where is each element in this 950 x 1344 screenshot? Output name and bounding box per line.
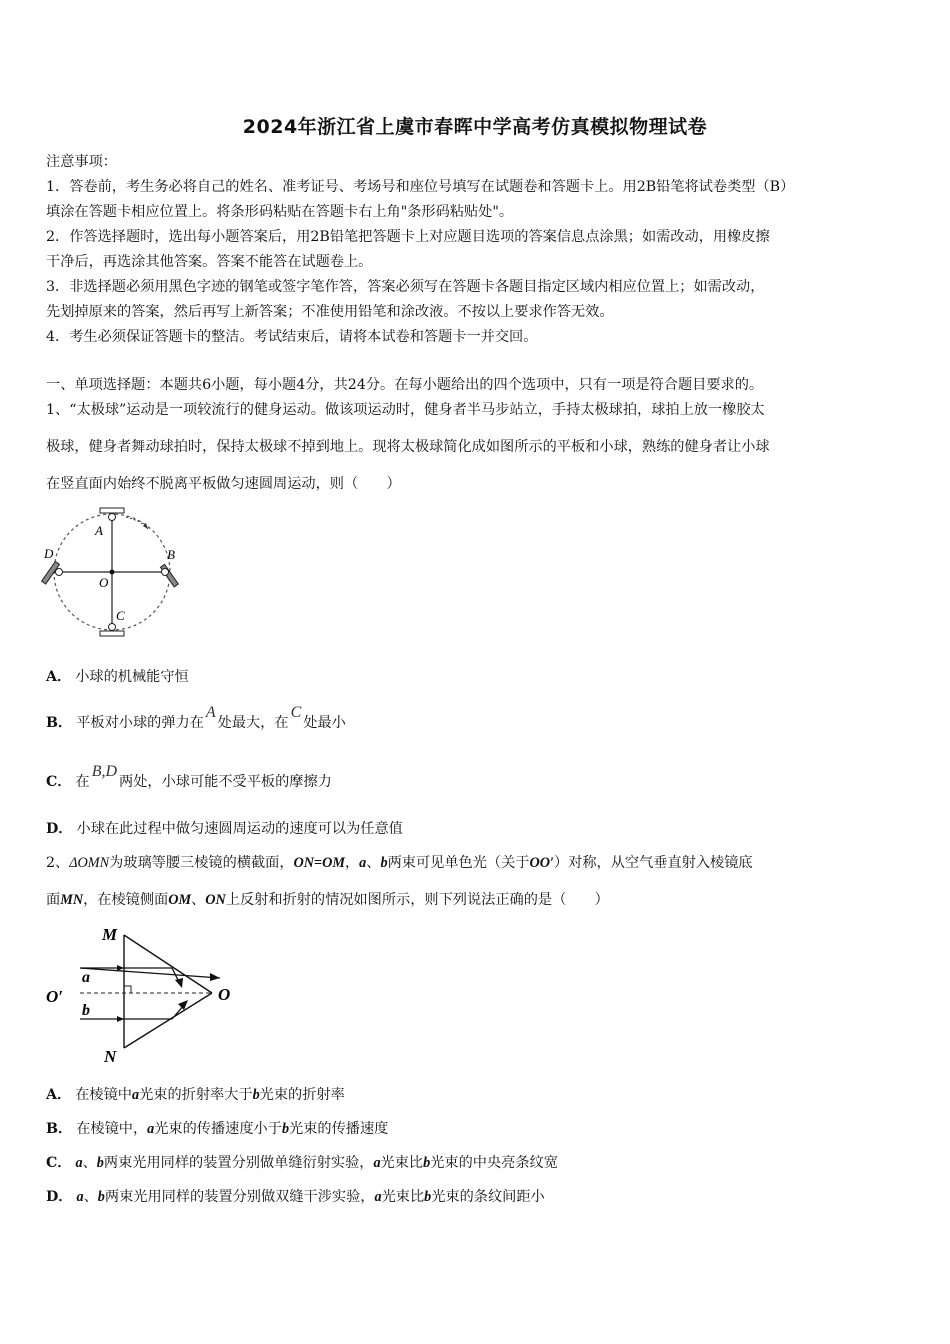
notice-line-1: 1．答卷前，考生务必将自己的姓名、准考证号、考场号和座位号填写在试题卷和答题卡上。用2B铅笔将试卷类型（B）: [46, 179, 795, 195]
notice-line-2: 填涂在答题卡相应位置上。将条形码粘贴在答题卡右上角"条形码粘贴处"。: [46, 204, 514, 220]
q2-fig-label-a: a: [82, 969, 90, 986]
q1-fig-label-B: B: [167, 547, 175, 562]
q1-option-d[interactable]: [46, 819, 403, 839]
q1-figure: [40, 505, 200, 640]
symbol-a: a: [76, 1189, 84, 1205]
q1-fig-label-O: O: [99, 575, 109, 590]
q2-stem-line-1: [46, 853, 753, 873]
option-text: 两束光用同样的装置分别做单缝衍射实验，: [103, 1155, 374, 1171]
option-text: 平板对小球的弹力在: [76, 715, 204, 731]
symbol-on: ON: [205, 892, 226, 908]
symbol-b: b: [423, 1155, 431, 1171]
symbol-a: a: [359, 855, 367, 871]
notice-line-5: 3．非选择题必须用黑色字迹的钢笔或签字笔作答，答案必须写在答题卡各题目指定区域内相应位置上；如需改动，: [46, 279, 765, 295]
notice-line-6: 先划掉原来的答案，然后再写上新答案；不准使用铅笔和涂改液。不按以上要求作答无效。: [46, 304, 614, 320]
option-label: D．: [46, 821, 73, 837]
q1-option-a[interactable]: [46, 667, 189, 687]
section-heading: 一、单项选择题：本题共6小题，每小题4分，共24分。在每小题给出的四个选项中，只有一项是符合题目要求的。: [46, 377, 764, 393]
option-label: C．: [46, 774, 72, 790]
option-text: 、: [83, 1189, 98, 1205]
notice-line-3: 2．作答选择题时，选出每小题答案后，用2B铅笔把答题卡上对应题目选项的答案信息点涂黑；如需改动，用橡皮擦: [46, 229, 770, 245]
symbol-a: a: [373, 1155, 381, 1171]
symbol-mn: MN: [60, 892, 84, 908]
stem-text: 、: [366, 855, 381, 871]
option-label: B．: [46, 1121, 73, 1137]
symbol-oo: OO′: [529, 855, 554, 871]
symbol-b: b: [424, 1189, 432, 1205]
option-text: 在棱镜中，: [76, 1121, 148, 1137]
q2-fig-label-N: N: [104, 1047, 117, 1066]
q1-option-c[interactable]: [46, 763, 332, 792]
option-text: 光束比: [381, 1189, 425, 1205]
q2-fig-label-M: M: [102, 925, 118, 944]
option-text: 两处，小球可能不受平板的摩擦力: [119, 774, 332, 790]
stem-text: ，在棱镜侧面: [83, 892, 169, 908]
option-text: 小球在此过程中做匀速圆周运动的速度可以为任意值: [76, 821, 403, 837]
question-number: 2、: [46, 855, 70, 871]
symbol-a: a: [147, 1121, 155, 1137]
q1-stem-line-3: 在竖直面内始终不脱离平板做匀速圆周运动，则（ ）: [46, 476, 401, 492]
option-text: 在: [75, 774, 90, 790]
q1-stem-line-1: 1、“太极球”运动是一项较流行的健身运动。做该项运动时，健身者半马步站立，手持太极球拍，球拍上放一橡胶太: [46, 402, 765, 418]
q2-option-d[interactable]: [46, 1187, 545, 1207]
notice-line-7: 4．考生必须保证答题卡的整洁。考试结束后，请将本试卷和答题卡一并交回。: [46, 329, 538, 345]
stem-text: ）对称，从空气垂直射入棱镜底: [553, 855, 753, 871]
option-text: 光束的折射率大于: [139, 1087, 253, 1103]
notice-line-4: 干净后，再选涂其他答案。答案不能答在试题卷上。: [46, 254, 373, 270]
option-text: 光束的传播速度小于: [154, 1121, 282, 1137]
option-text: 光束的条纹间距小: [431, 1189, 545, 1205]
option-text: 光束比: [380, 1155, 424, 1171]
symbol-C: C: [290, 704, 302, 721]
option-label: B．: [46, 715, 73, 731]
stem-text: ，: [344, 855, 360, 871]
q2-fig-label-b: b: [82, 1002, 90, 1019]
q2-fig-label-Oprime: O′: [46, 987, 64, 1006]
option-text: 小球的机械能守恒: [75, 669, 189, 685]
symbol-A: A: [205, 704, 216, 721]
option-text: 在棱镜中: [75, 1087, 132, 1103]
option-label: A．: [46, 1087, 72, 1103]
symbol-b: b: [97, 1189, 105, 1205]
q1-fig-label-D: D: [44, 546, 54, 561]
stem-text: 、: [191, 892, 206, 908]
option-label: D．: [46, 1189, 73, 1205]
q2-option-c[interactable]: [46, 1153, 558, 1173]
notice-heading: 注意事项：: [46, 154, 117, 170]
symbol-BD: B,D: [91, 763, 118, 780]
q2-fig-label-O: O: [218, 985, 231, 1004]
symbol-b: b: [96, 1155, 104, 1171]
symbol-equation: ON=OM: [293, 855, 345, 871]
q1-fig-label-C: C: [116, 608, 125, 623]
option-label: C．: [46, 1155, 72, 1171]
option-label: A．: [46, 669, 72, 685]
stem-text: 两束可见单色光（关于: [387, 855, 530, 871]
q2-stem-line-2: [46, 890, 609, 910]
q1-fig-label-A: A: [95, 523, 103, 538]
stem-text: 为玻璃等腰三棱镜的横截面，: [109, 855, 294, 871]
symbol-a: a: [374, 1189, 382, 1205]
symbol-b: b: [380, 855, 388, 871]
option-text: 、: [82, 1155, 97, 1171]
page-title: 2024年浙江省上虞市春晖中学高考仿真模拟物理试卷: [242, 116, 708, 138]
option-text: 处最小: [303, 715, 346, 731]
stem-text: 上反射和折射的情况如图所示，则下列说法正确的是（ ）: [225, 892, 609, 908]
q2-figure: [40, 920, 250, 1070]
symbol-a: a: [75, 1155, 83, 1171]
option-text: 光束的折射率: [259, 1087, 345, 1103]
symbol-om: OM: [168, 892, 192, 908]
q1-stem-line-2: 极球，健身者舞动球拍时，保持太极球不掉到地上。现将太极球简化成如图所示的平板和小球，熟练的健身者让小球: [46, 439, 770, 455]
symbol-a: a: [131, 1087, 140, 1103]
option-text: 两束光用同样的装置分别做双缝干涉实验，: [104, 1189, 375, 1205]
option-text: 处最大，在: [217, 715, 289, 731]
symbol-b: b: [281, 1121, 290, 1137]
q2-option-b[interactable]: [46, 1119, 388, 1139]
q2-option-a[interactable]: [46, 1085, 345, 1105]
stem-text: 面: [46, 892, 61, 908]
option-text: 光束的中央亮条纹宽: [430, 1155, 558, 1171]
symbol-triangle: ΔOMN: [69, 855, 110, 871]
symbol-b: b: [252, 1087, 260, 1103]
q1-option-b[interactable]: [46, 704, 346, 733]
option-text: 光束的传播速度: [289, 1121, 389, 1137]
